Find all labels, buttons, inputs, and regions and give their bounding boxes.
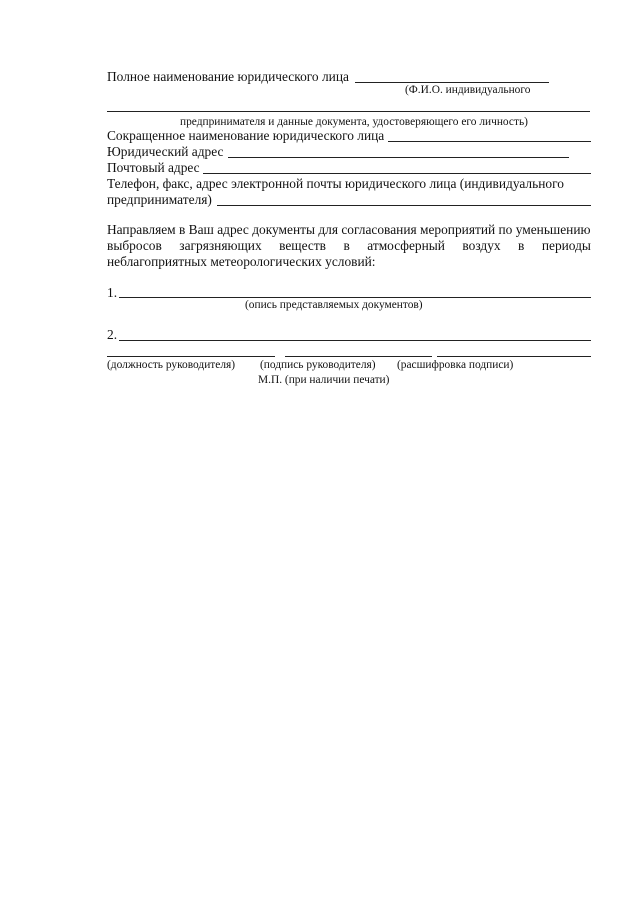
full-name-field[interactable] [355,82,549,83]
item-2-number: 2. [107,327,118,342]
word: периоды [541,238,591,253]
postal-address-field[interactable] [203,173,591,174]
short-name-label: Сокращенное наименование юридического лица [107,128,385,143]
item-1-field[interactable] [119,297,591,298]
postal-address-label: Почтовый адрес [107,160,200,175]
word: выбросов [107,238,162,253]
contacts-label-continued: предпринимателя) [107,192,212,207]
legal-address-label: Юридический адрес [107,144,224,159]
decoding-caption: (расшифровка подписи) [397,359,514,371]
paragraph-line-1: Направляем в Ваш адрес документы для согласования мероприятий по уменьшению [107,222,591,237]
position-caption: (должность руководителя) [107,359,236,371]
signature-field[interactable] [285,356,432,357]
signature-caption: (подпись руководителя) [260,359,376,371]
paragraph-line-3: неблагоприятных метеорологических условий: [107,254,376,269]
position-field[interactable] [107,356,275,357]
signature-decoding-field[interactable] [437,356,591,357]
fio-note: (Ф.И.О. индивидуального [405,84,531,96]
short-name-field[interactable] [388,141,591,142]
word: воздух [462,238,501,253]
word: атмосферный [367,238,445,253]
stamp-caption: М.П. (при наличии печати) [258,374,390,386]
word: в [518,238,525,253]
legal-address-field[interactable] [228,157,569,158]
item-2-field[interactable] [119,340,591,341]
full-name-label: Полное наименование юридического лица [107,69,349,84]
word: веществ [279,238,327,253]
word: в [343,238,350,253]
item-1-caption: (опись представляемых документов) [245,299,423,311]
word: загрязняющих [179,238,262,253]
paragraph-line-2 [107,239,591,252]
contacts-field[interactable] [217,205,591,206]
fio-note-continued: предпринимателя и данные документа, удостоверяющего его личность) [180,116,528,128]
contacts-label: Телефон, факс, адрес электронной почты юридического лица (индивидуального [107,176,564,191]
fio-field[interactable] [107,111,590,112]
item-1-number: 1. [107,285,118,300]
